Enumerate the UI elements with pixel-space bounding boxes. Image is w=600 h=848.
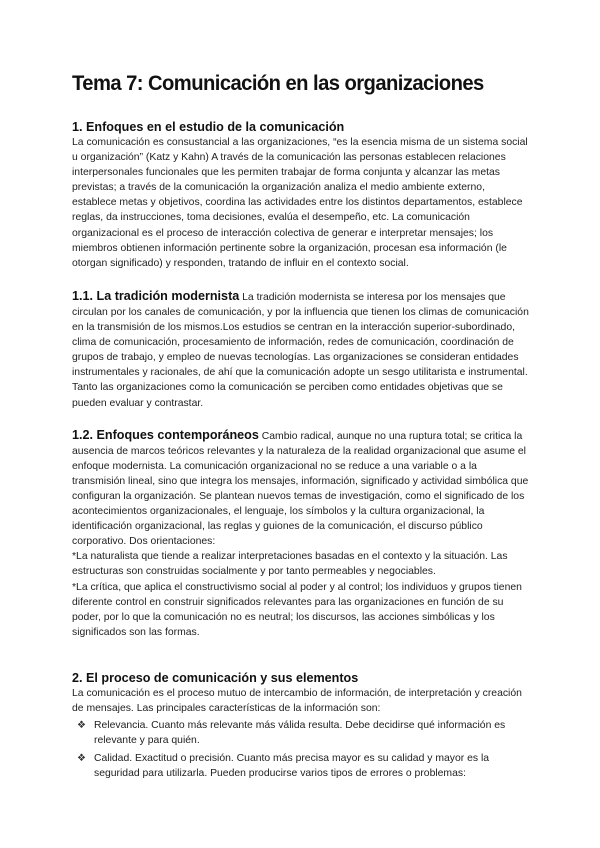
orientation-critica: *La crítica, que aplica el constructivismo social al poder y al control; los individuos y grupos tienen diferente control en construir significados relevantes para las organizaciones en función de su poder, por lo que la comunicación no es neutral; los discursos, las acciones simbólicas y los significados son las formas.: [72, 581, 522, 638]
diamond-bullet-icon: ❖: [77, 720, 86, 732]
section-heading: 1.1. La tradición modernista: [72, 288, 240, 303]
list-item: [72, 718, 530, 748]
list-item-text: Calidad. Exactitud o precisión. Cuanto más precisa mayor es su calidad y mayor es la seguridad para utilizarla. Pueden producirse varios tipos de errores o problemas:: [94, 753, 490, 780]
orientation-naturalista: *La naturalista que tiende a realizar interpretaciones basadas en el contexto y la situación. Las estructuras son construidas socialmente y por tanto permeables y negociables.: [72, 551, 508, 578]
characteristics-list: [72, 718, 530, 781]
section-paragraph: La comunicación es consustancial a las organizaciones, “es la esencia misma de un sistema social u organización” (Katz y Kahn) A través de la comunicación las personas establecen relaciones interpersonales funcionales que les permiten trabajar de forma conjunta y alcanzar las metas previstas; a través de la comunicación la organización analiza el medio ambiente externo, establece metas y objetivos, coordina las actividades entre los distintos departamentos, establece reglas, da instrucciones, toma decisiones, evalúa el desempeño, etc. La comunicación organizacional es el proceso de interacción colectiva de generar e interpretar mensajes; los miembros obtienen información pertinente sobre la organización, procesan esa información (le otorgan significado) y responden, tratando de influir en el contexto social.: [72, 137, 528, 269]
section-heading: 2. El proceso de comunicación y sus elementos: [72, 670, 359, 685]
section-paragraph: [72, 289, 530, 411]
list-item: [72, 751, 530, 781]
section-enfoques-contemporaneos: [72, 428, 530, 640]
section-heading: 1.2. Enfoques contemporáneos: [72, 427, 259, 442]
section-paragraph: La comunicación es el proceso mutuo de intercambio de información, de interpretación y creación de mensajes. Las principales características de la información son:: [72, 687, 522, 714]
section-enfoques: [72, 119, 530, 271]
page-title: Tema 7: Comunicación en las organizaciones: [72, 71, 484, 95]
section-text: La tradición modernista se interesa por los mensajes que circulan por los canales de comunicación, y por la influencia que tienen los climas de comunicación en la transmisión de los mismos.Los estudios se centran en la interacción superior-subordinado, clima de comunicación, procesamiento de información, redes de comunicación, coordinación de grupos de trabajo, y empleo de nuevas tecnologías. Las organizaciones se consideran entidades instrumentales y racionales, de ahí que la comunicación adopte un sesgo utilitarista e instrumental. Tanto las organizaciones como la comunicación se perciben como entidades objetivas que se pueden evaluar y contrastar.: [72, 291, 529, 409]
section-proceso-comunicacion: [72, 670, 530, 782]
section-paragraph: [72, 428, 530, 550]
section-heading: 1. Enfoques en el estudio de la comunicación: [72, 120, 345, 134]
section-tradicion-modernista: [72, 289, 530, 411]
section-text: Cambio radical, aunque no una ruptura total; se critica la ausencia de marcos teóricos relevantes y la naturaleza de la realidad organizacional que asume el enfoque modernista. La comunicación organizacional no se reduce a una variable o a la transmisión lineal, sino que integra los mensajes, información, significado y actividad simbólica que configuran la organización. Se plantean nuevos temas de investigación, como el significado de los acontecimientos organizacionales, el lenguaje, los símbolos y la cultura organizacional, la identificación organizacional, las reglas y guiones de la comunicación, el discurso público corporativo. Dos orientaciones:: [72, 430, 529, 548]
list-item-text: Relevancia. Cuanto más relevante más válida resulta. Debe decidirse qué información es relevante y para quién.: [94, 720, 506, 747]
document-page: [72, 68, 530, 784]
diamond-bullet-icon: ❖: [77, 753, 86, 765]
